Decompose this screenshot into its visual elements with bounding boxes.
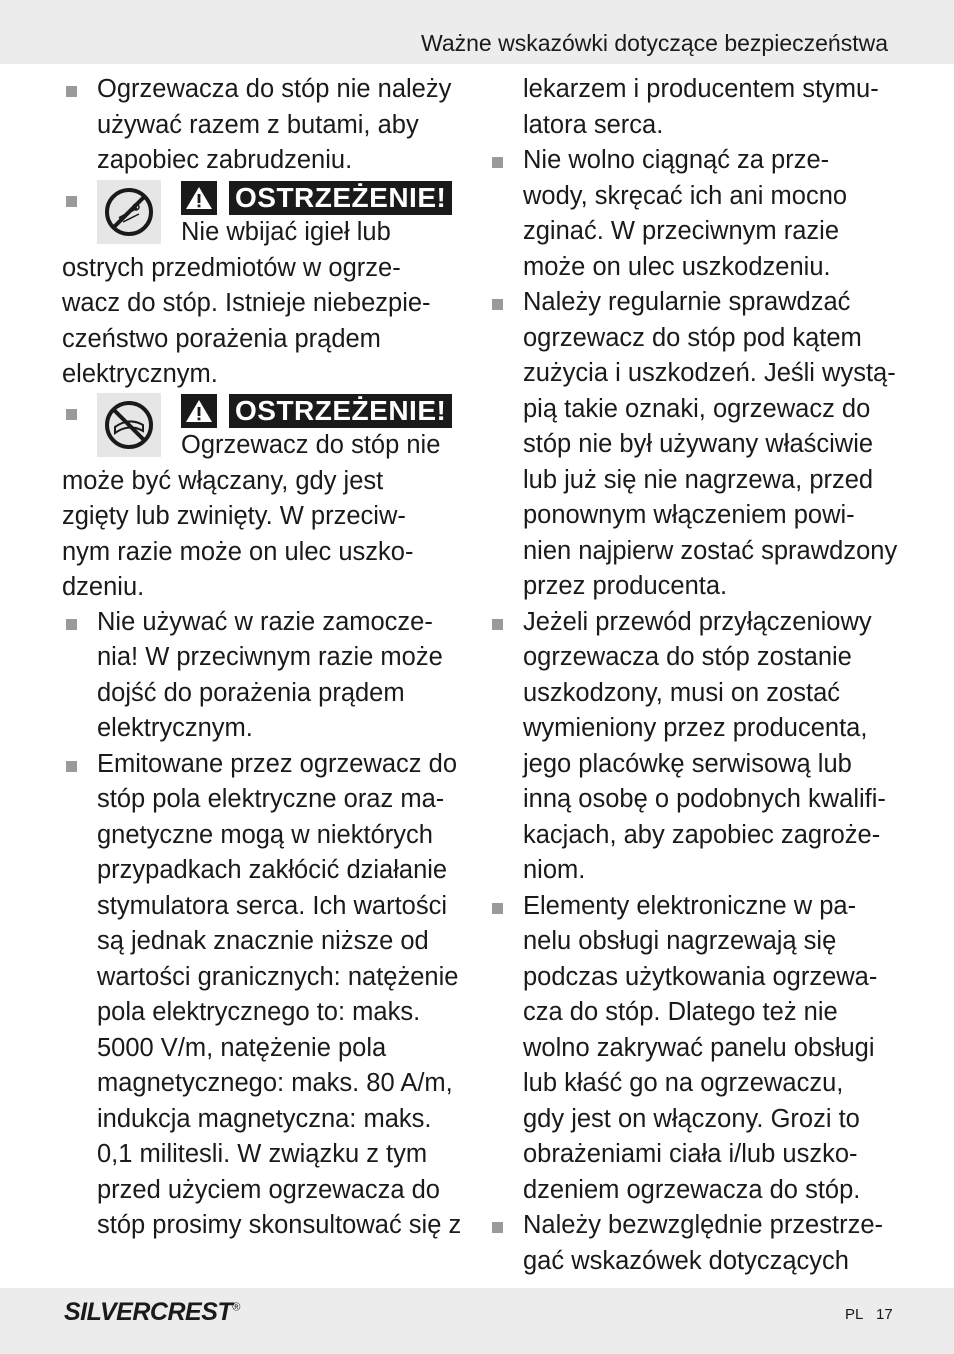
text-line: stymulatora serca. Ich wartości — [97, 891, 448, 920]
text-line: latora serca. — [523, 110, 664, 139]
text-line: obrażeniami ciała i/lub uszko- — [523, 1140, 858, 1168]
text-line: ogrzewacz do stóp pod kątem — [523, 323, 862, 352]
list-item — [62, 747, 472, 1244]
text-line: elektrycznym. — [97, 714, 253, 742]
text-line: dojść do porażenia prądem — [97, 678, 405, 707]
text-line: wody, skręcać ich ani mocno — [523, 181, 848, 210]
bullet-square-icon — [492, 619, 503, 630]
list-item-continuation — [488, 72, 908, 143]
text-line: kacjach, aby zapobiec zagroże- — [523, 820, 881, 849]
bullet-square-icon — [492, 1222, 503, 1233]
text-line: jego placówkę serwisową lub — [523, 749, 852, 778]
bullet-square-icon — [66, 409, 77, 420]
text-line: zginać. W przeciwnym razie — [523, 217, 839, 245]
warning-triangle-icon — [181, 181, 217, 215]
text-line: lekarzem i producentem stymu- — [523, 75, 879, 103]
language-code: PL — [845, 1306, 864, 1323]
no-needles-icon — [97, 180, 161, 244]
bullet-square-icon — [492, 157, 503, 168]
text-line: indukcja magnetyczna: maks. — [97, 1104, 432, 1133]
text-line: Nie wolno ciągnąć za prze- — [523, 146, 830, 174]
text-line: wymieniony przez producenta, — [523, 714, 868, 742]
text-line: zgięty lub zwinięty. W przeciw- — [62, 502, 406, 530]
bullet-square-icon — [492, 903, 503, 914]
text-line: lub już się nie nagrzewa, przed — [523, 465, 874, 494]
text-line: nelu obsługi nagrzewają się — [523, 927, 837, 955]
text-line: stóp pola elektryczne oraz ma- — [97, 785, 445, 813]
text-line: Jeżeli przewód przyłączeniowy — [523, 607, 872, 636]
warning-item — [62, 179, 472, 392]
text-line: ponownym włączeniem powi- — [523, 501, 855, 529]
list-item — [488, 889, 908, 1209]
bullet-square-icon — [66, 619, 77, 630]
bullet-square-icon — [492, 299, 503, 310]
page-number: 17 — [876, 1306, 893, 1323]
text-line: używać razem z butami, aby — [97, 110, 419, 139]
bullet-square-icon — [66, 86, 77, 97]
text-line: Elementy elektroniczne w pa- — [523, 891, 857, 920]
text-line: Nie używać w razie zamocze- — [97, 607, 433, 636]
warning-first-line: Ogrzewacz do stóp nie — [181, 430, 441, 459]
text-line: inną osobę o podobnych kwalifi- — [523, 785, 886, 813]
list-item — [62, 72, 472, 179]
brand-part-2: CREST — [149, 1298, 233, 1326]
text-line: Należy bezwzględnie przestrze- — [523, 1211, 883, 1239]
text-line: dzeniu. — [62, 573, 145, 601]
text-line: przypadkach zakłócić działanie — [97, 856, 448, 884]
text-line: przed użyciem ogrzewacza do — [97, 1175, 440, 1204]
text-line: Emitowane przez ogrzewacz do — [97, 749, 458, 778]
warning-label: OSTRZEŻENIE! — [229, 394, 452, 428]
warning-triangle-icon — [181, 394, 217, 428]
left-column — [62, 72, 472, 1244]
text-line: stóp prosimy skonsultować się z — [97, 1211, 462, 1239]
text-line: Należy regularnie sprawdzać — [523, 288, 851, 316]
text-line: wolno zakrywać panelu obsługi — [523, 1033, 875, 1062]
warning-badge — [181, 394, 452, 428]
page-header-title: Ważne wskazówki dotyczące bezpieczeństwa — [420, 30, 888, 56]
text-line: Ogrzewacza do stóp nie należy — [97, 75, 452, 103]
warning-first-line: Nie wbijać igieł lub — [181, 217, 391, 246]
warning-label: OSTRZEŻENIE! — [229, 181, 452, 215]
text-line: lub kłaść go na ogrzewaczu, — [523, 1069, 844, 1097]
list-item — [488, 285, 908, 605]
text-line: 5000 V/m, natężenie pola — [97, 1033, 387, 1062]
warning-badge — [181, 181, 452, 215]
brand-part-1: SILVER — [64, 1298, 150, 1326]
no-folding-icon — [97, 393, 161, 457]
text-line: przez producenta. — [523, 572, 728, 600]
brand-registered-mark: ® — [232, 1301, 240, 1314]
text-line: pią takie oznaki, ogrzewacz do — [523, 394, 871, 423]
text-line: zapobiec zabrudzeniu. — [97, 146, 353, 174]
text-line: gać wskazówek dotyczących — [523, 1246, 849, 1275]
text-line: stóp nie był używany właściwie — [523, 430, 874, 458]
text-line: dzeniem ogrzewacza do stóp. — [523, 1175, 861, 1204]
text-line: magnetycznego: maks. 80 A/m, — [97, 1069, 453, 1097]
warning-item — [62, 392, 472, 605]
text-line: może być włączany, gdy jest — [62, 466, 384, 495]
right-column — [488, 72, 908, 1279]
list-item — [488, 1208, 908, 1279]
text-line: podczas użytkowania ogrzewa- — [523, 962, 878, 991]
text-line: pola elektrycznego to: maks. — [97, 998, 421, 1026]
list-item — [62, 605, 472, 747]
text-line: nia! W przeciwnym razie może — [97, 643, 443, 671]
text-line: uszkodzony, musi on zostać — [523, 678, 841, 707]
text-line: nien najpierw zostać sprawdzony — [523, 536, 898, 565]
bullet-square-icon — [66, 761, 77, 772]
text-line: gdy jest on włączony. Grozi to — [523, 1104, 860, 1133]
brand-logo — [64, 1298, 240, 1327]
text-line: nym razie może on ulec uszko- — [62, 537, 414, 566]
text-line: czeństwo porażenia prądem — [62, 324, 381, 353]
text-line: ostrych przedmiotów w ogrze- — [62, 253, 401, 282]
text-line: wartości granicznych: natężenie — [97, 962, 459, 991]
list-item — [488, 143, 908, 285]
text-line: elektrycznym. — [62, 360, 218, 388]
text-line: niom. — [523, 856, 586, 884]
text-line: cza do stóp. Dlatego też nie — [523, 998, 838, 1026]
text-line: gnetyczne mogą w niektórych — [97, 820, 433, 849]
text-line: wacz do stóp. Istnieje niebezpie- — [62, 289, 431, 317]
list-item — [488, 605, 908, 889]
bullet-square-icon — [66, 196, 77, 207]
text-line: zużycia i uszkodzeń. Jeśli wystą- — [523, 359, 896, 387]
text-line: ogrzewacza do stóp zostanie — [523, 643, 852, 671]
text-line: może on ulec uszkodzeniu. — [523, 252, 831, 281]
text-line: 0,1 militesli. W związku z tym — [97, 1140, 428, 1168]
text-line: są jednak znacznie niższe od — [97, 927, 429, 955]
